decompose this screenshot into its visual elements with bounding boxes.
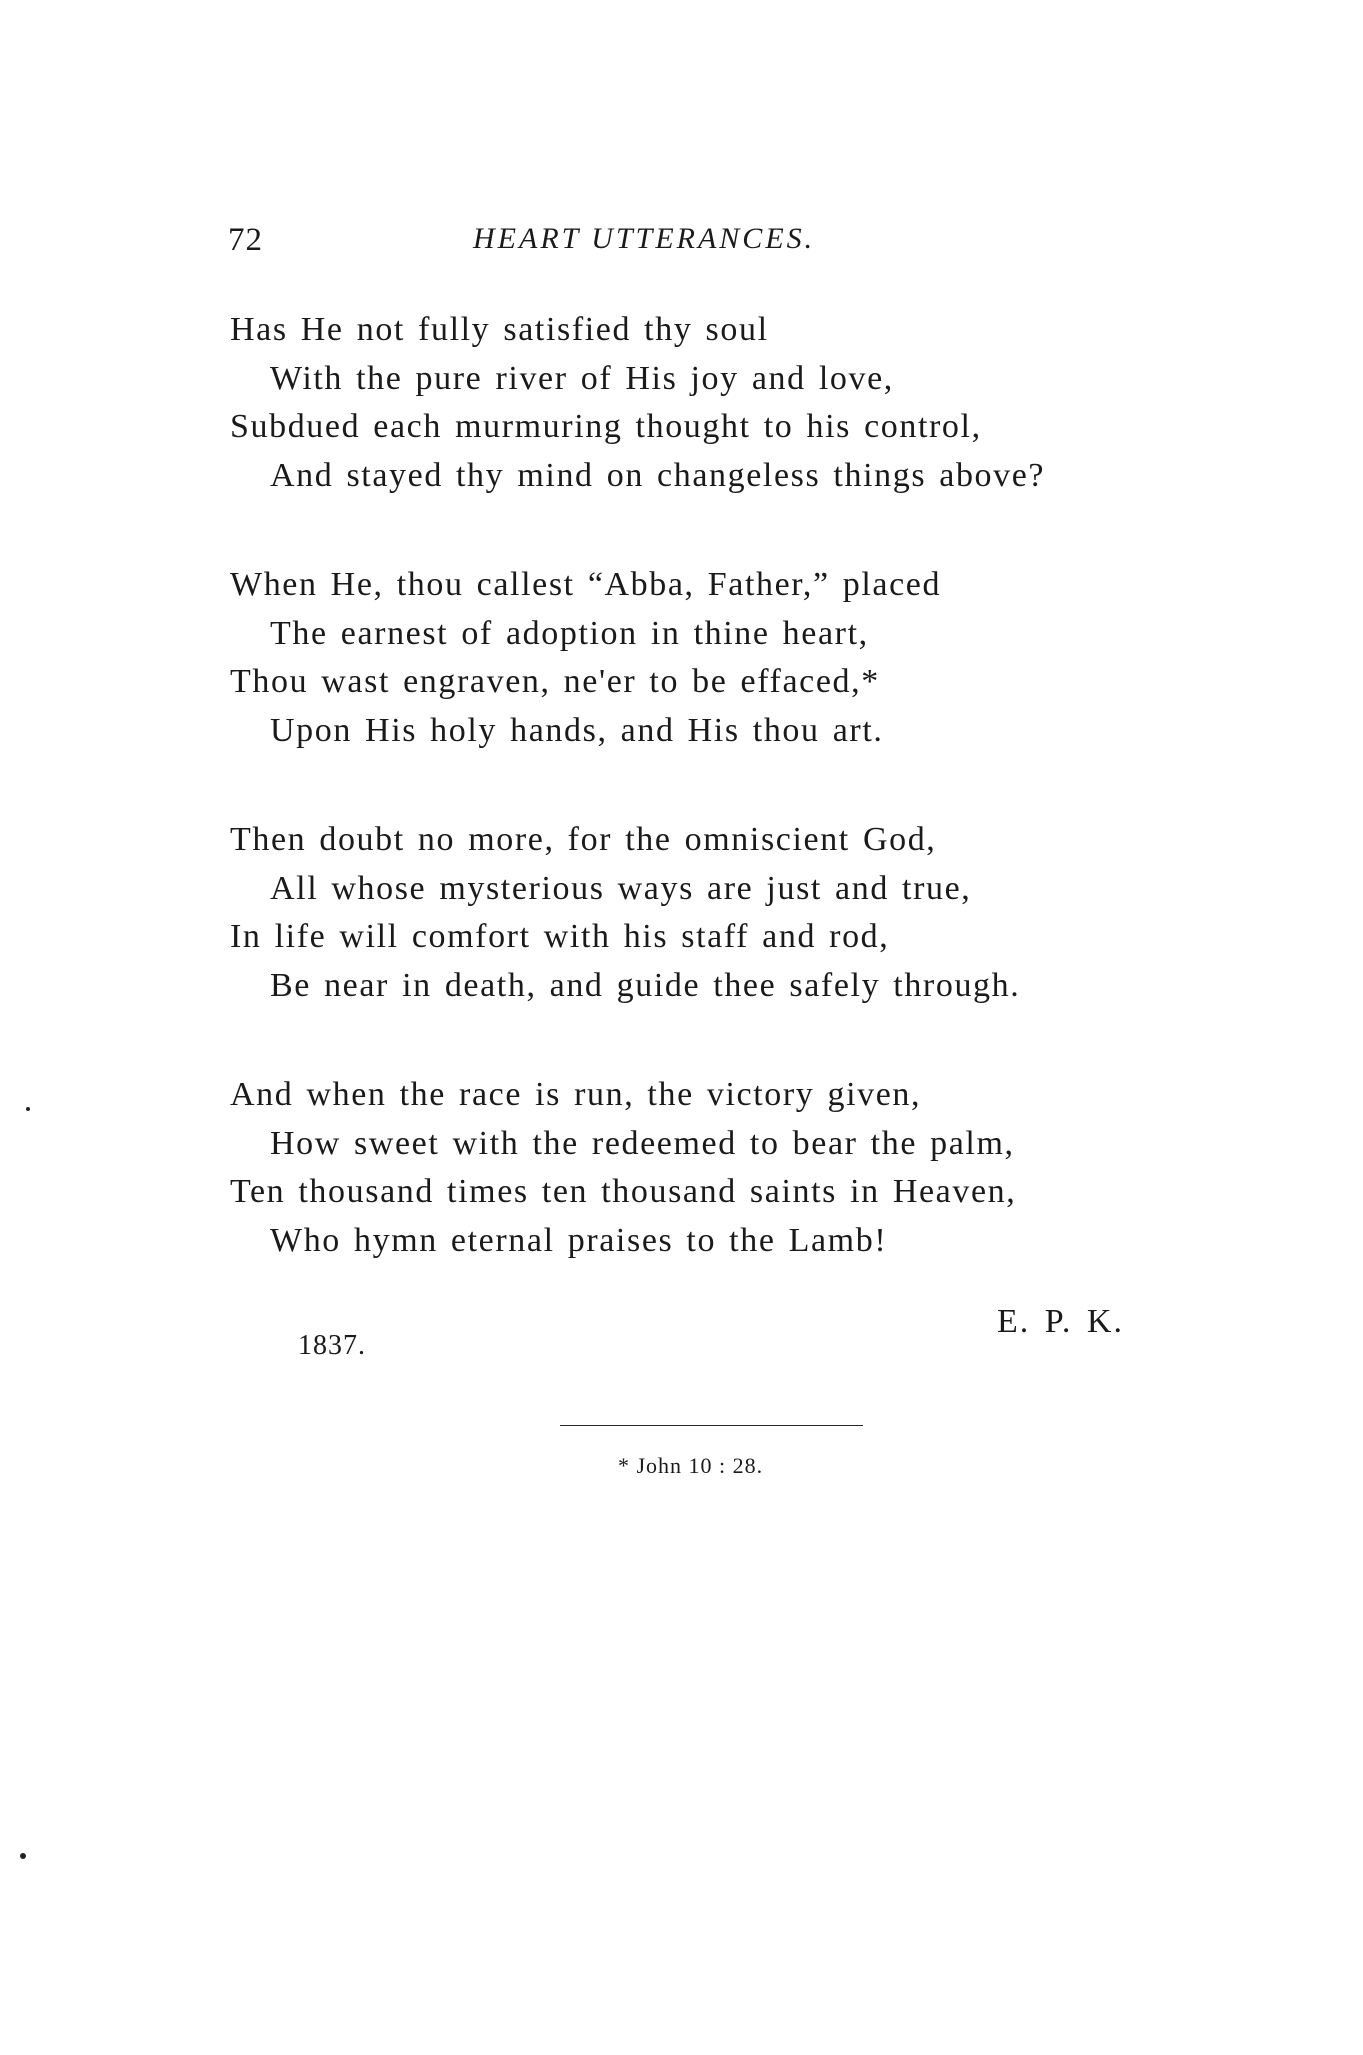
page-number: 72 [228, 222, 263, 258]
poem [230, 306, 1230, 1326]
stanza-3 [230, 816, 1230, 1010]
poem-line: How sweet with the redeemed to bear the palm, [270, 1124, 1015, 1162]
page-header [228, 222, 988, 262]
poem-line: Upon His holy hands, and His thou art. [270, 711, 884, 749]
poem-line: And stayed thy mind on changeless things above? [270, 456, 1046, 494]
poem-year: 1837. [298, 1330, 366, 1361]
poem-line: In life will comfort with his staff and rod, [230, 918, 890, 955]
footnote: * John 10 : 28. [618, 1453, 764, 1478]
poem-line: Has He not fully satisfied thy soul [230, 311, 769, 348]
poem-line: Then doubt no more, for the omniscient God, [230, 821, 937, 858]
poem-line: When He, thou callest “Abba, Father,” placed [230, 566, 942, 603]
poem-line: Ten thousand times ten thousand saints in Heaven, [230, 1173, 1017, 1210]
poem-line: With the pure river of His joy and love, [270, 359, 894, 397]
stanza-1 [230, 306, 1230, 500]
stanza-4 [230, 1071, 1230, 1265]
poem-line: All whose mysterious ways are just and true, [270, 869, 972, 907]
footnote-divider [560, 1425, 863, 1426]
poem-line: The earnest of adoption in thine heart, [270, 614, 869, 652]
author-signature: E. P. K. [997, 1303, 1124, 1340]
poem-line: And when the race is run, the victory given, [230, 1076, 922, 1113]
poem-line: Subdued each murmuring thought to his control, [230, 408, 982, 445]
poem-line: Thou wast engraven, ne'er to be effaced,* [230, 663, 880, 700]
running-title: HEART UTTERANCES. [473, 222, 816, 255]
scan-speck [20, 1853, 26, 1859]
poem-line: Who hymn eternal praises to the Lamb! [270, 1221, 888, 1259]
stanza-2 [230, 561, 1230, 755]
scan-speck [26, 1107, 30, 1111]
poem-line: Be near in death, and guide thee safely through. [270, 966, 1021, 1004]
